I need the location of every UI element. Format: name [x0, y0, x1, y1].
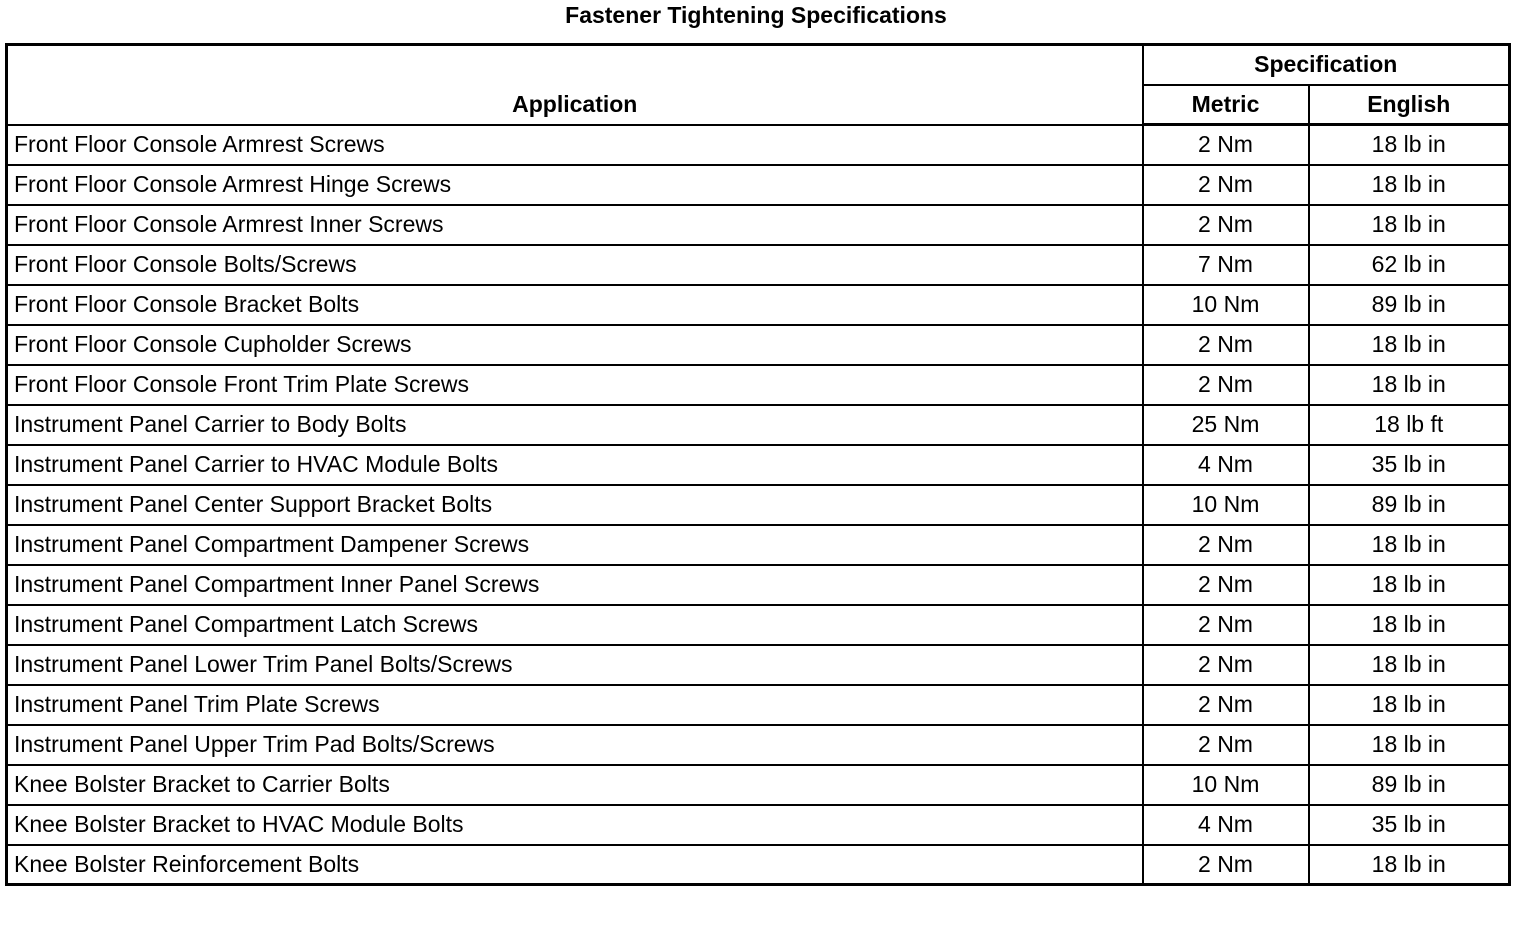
table-row — [7, 485, 1510, 525]
cell-application: Instrument Panel Compartment Dampener Screws — [7, 525, 1143, 565]
cell-english: 18 lb in — [1309, 525, 1510, 565]
cell-english: 18 lb in — [1309, 125, 1510, 165]
table-row — [7, 325, 1510, 365]
cell-metric: 25 Nm — [1143, 405, 1309, 445]
cell-english: 18 lb in — [1309, 365, 1510, 405]
table-row — [7, 125, 1510, 165]
header-specification: Specification — [1143, 45, 1510, 85]
cell-metric: 2 Nm — [1143, 645, 1309, 685]
cell-english: 18 lb in — [1309, 165, 1510, 205]
cell-metric: 10 Nm — [1143, 765, 1309, 805]
cell-metric: 4 Nm — [1143, 805, 1309, 845]
cell-application: Front Floor Console Armrest Hinge Screws — [7, 165, 1143, 205]
cell-english: 62 lb in — [1309, 245, 1510, 285]
table-row — [7, 805, 1510, 845]
cell-metric: 2 Nm — [1143, 605, 1309, 645]
header-metric: Metric — [1143, 85, 1309, 125]
cell-english: 18 lb ft — [1309, 405, 1510, 445]
cell-application: Instrument Panel Upper Trim Pad Bolts/Screws — [7, 725, 1143, 765]
table-row — [7, 525, 1510, 565]
cell-metric: 2 Nm — [1143, 325, 1309, 365]
cell-metric: 10 Nm — [1143, 285, 1309, 325]
table-row — [7, 245, 1510, 285]
cell-application: Knee Bolster Reinforcement Bolts — [7, 845, 1143, 885]
cell-english: 18 lb in — [1309, 685, 1510, 725]
cell-metric: 2 Nm — [1143, 685, 1309, 725]
cell-metric: 10 Nm — [1143, 485, 1309, 525]
table-row — [7, 405, 1510, 445]
cell-english: 35 lb in — [1309, 445, 1510, 485]
table-row — [7, 445, 1510, 485]
cell-metric: 2 Nm — [1143, 365, 1309, 405]
table-row — [7, 725, 1510, 765]
cell-application: Front Floor Console Bracket Bolts — [7, 285, 1143, 325]
cell-application: Instrument Panel Trim Plate Screws — [7, 685, 1143, 725]
cell-application: Instrument Panel Lower Trim Panel Bolts/Screws — [7, 645, 1143, 685]
cell-english: 18 lb in — [1309, 205, 1510, 245]
cell-application: Front Floor Console Bolts/Screws — [7, 245, 1143, 285]
cell-application: Instrument Panel Carrier to Body Bolts — [7, 405, 1143, 445]
table-row — [7, 205, 1510, 245]
cell-english: 18 lb in — [1309, 565, 1510, 605]
table-row — [7, 645, 1510, 685]
header-application: Application — [7, 45, 1143, 125]
page-title: Fastener Tightening Specifications — [565, 2, 947, 28]
cell-metric: 2 Nm — [1143, 525, 1309, 565]
cell-application: Front Floor Console Armrest Inner Screws — [7, 205, 1143, 245]
cell-metric: 7 Nm — [1143, 245, 1309, 285]
cell-application: Instrument Panel Compartment Inner Panel Screws — [7, 565, 1143, 605]
cell-english: 35 lb in — [1309, 805, 1510, 845]
table-row — [7, 605, 1510, 645]
fastener-spec-table — [5, 43, 1511, 886]
cell-metric: 4 Nm — [1143, 445, 1309, 485]
table-body — [7, 125, 1510, 885]
cell-english: 18 lb in — [1309, 325, 1510, 365]
table-row — [7, 765, 1510, 805]
table-row — [7, 565, 1510, 605]
cell-english: 18 lb in — [1309, 605, 1510, 645]
cell-application: Instrument Panel Center Support Bracket Bolts — [7, 485, 1143, 525]
cell-metric: 2 Nm — [1143, 565, 1309, 605]
cell-english: 89 lb in — [1309, 485, 1510, 525]
table-row — [7, 845, 1510, 885]
table-row — [7, 165, 1510, 205]
cell-metric: 2 Nm — [1143, 845, 1309, 885]
table-row — [7, 685, 1510, 725]
cell-application: Front Floor Console Front Trim Plate Screws — [7, 365, 1143, 405]
cell-metric: 2 Nm — [1143, 725, 1309, 765]
cell-english: 89 lb in — [1309, 765, 1510, 805]
cell-metric: 2 Nm — [1143, 205, 1309, 245]
cell-metric: 2 Nm — [1143, 125, 1309, 165]
header-english: English — [1309, 85, 1510, 125]
cell-english: 18 lb in — [1309, 645, 1510, 685]
cell-metric: 2 Nm — [1143, 165, 1309, 205]
cell-application: Knee Bolster Bracket to Carrier Bolts — [7, 765, 1143, 805]
cell-application: Instrument Panel Compartment Latch Screws — [7, 605, 1143, 645]
cell-english: 89 lb in — [1309, 285, 1510, 325]
cell-application: Knee Bolster Bracket to HVAC Module Bolts — [7, 805, 1143, 845]
table-row — [7, 285, 1510, 325]
table-row — [7, 365, 1510, 405]
cell-english: 18 lb in — [1309, 725, 1510, 765]
cell-application: Front Floor Console Armrest Screws — [7, 125, 1143, 165]
cell-english: 18 lb in — [1309, 845, 1510, 885]
cell-application: Front Floor Console Cupholder Screws — [7, 325, 1143, 365]
table-header — [7, 45, 1510, 125]
cell-application: Instrument Panel Carrier to HVAC Module Bolts — [7, 445, 1143, 485]
